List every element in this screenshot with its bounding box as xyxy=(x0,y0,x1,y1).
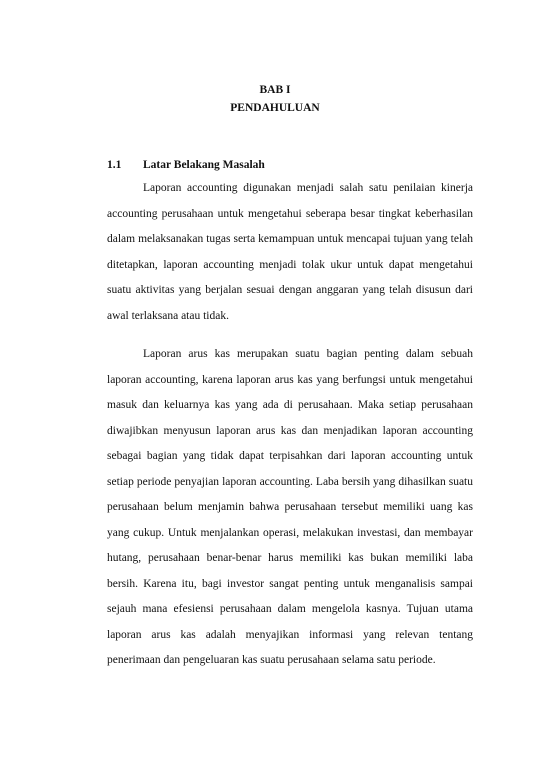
paragraph: Laporan accounting digunakan menjadi salah satu penilaian kinerja accounting perusahaan untuk mengetahui seberapa besar tingkat keberhasilan dalam melaksanakan tugas serta kemampuan untuk mencapai tujuan yang telah ditetapkan, laporan accounting menjadi tolak ukur untuk dapat mengetahui suatu aktivitas yang berjalan sesuai dengan anggaran yang telah disusun dari awal terlaksana atau tidak. xyxy=(107,182,473,322)
section-number: 1.1 xyxy=(107,159,122,171)
section-title: Latar Belakang Masalah xyxy=(143,159,265,171)
section-heading xyxy=(107,158,265,172)
chapter-number: BAB I xyxy=(259,84,291,96)
chapter-title: PENDAHULUAN xyxy=(230,102,320,114)
paragraph: Laporan arus kas merupakan suatu bagian penting dalam sebuah laporan accounting, karena laporan arus kas yang berfungsi untuk mengetahui masuk dan keluarnya kas yang ada di perusahaan. Maka setiap perusahaan diwajibkan menyusun laporan arus kas dan menjadikan laporan accounting sebagai bagian yang tidak dapat terpisahkan dari laporan accounting untuk setiap periode penyajian laporan accounting. Laba bersih yang dihasilkan suatu perusahaan belum menjamin bahwa perusahaan tersebut memiliki uang kas yang cukup. Untuk menjalankan operasi, melakukan investasi, dan membayar hutang, perusahaan benar-benar harus memiliki kas bukan memiliki laba bersih. Karena itu, bagi investor sangat penting untuk menganalisis sampai sejauh mana efesiensi perusahaan dalam mengelola kasnya. Tujuan utama laporan arus kas adalah menyajikan informasi yang relevan tentang penerimaan dan pengeluaran kas suatu perusahaan selama satu periode. xyxy=(107,348,473,666)
